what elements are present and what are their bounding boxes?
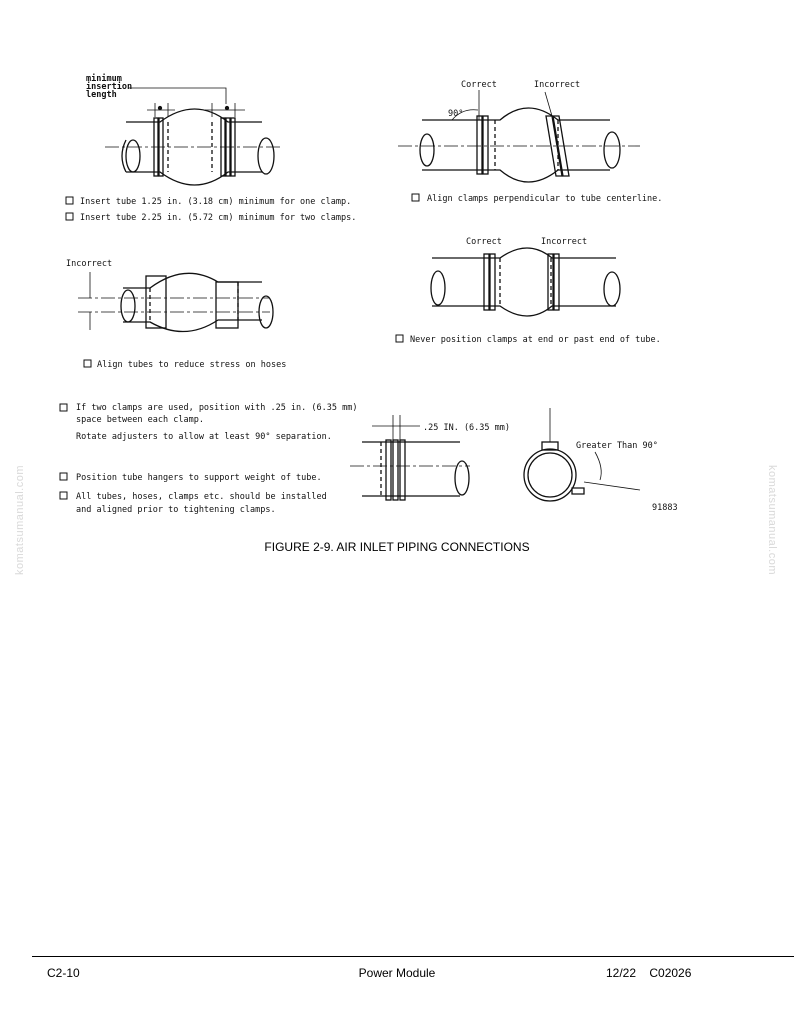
perpendicular-angle-label: 90°	[448, 109, 464, 119]
clamp-position-diagram	[431, 248, 620, 316]
alignment-incorrect-label: Incorrect	[66, 259, 113, 269]
figure-caption: FIGURE 2-9. AIR INLET PIPING CONNECTIONS	[264, 540, 530, 554]
footer-divider	[32, 956, 794, 957]
insertion-label-line2: insertion	[86, 82, 133, 92]
insertion-length-diagram	[105, 88, 280, 185]
note-one-clamp: Insert tube 1.25 in. (3.18 cm) minimum for one clamp.	[80, 197, 352, 207]
insertion-label-line1: minimum	[86, 74, 122, 84]
note-install-line1: All tubes, hoses, clamps etc. should be installed	[76, 492, 327, 502]
insertion-label-line3: length	[86, 90, 117, 100]
perpendicular-correct-label: Correct	[461, 80, 497, 90]
note-perpendicular: Align clamps perpendicular to tube centerline.	[427, 194, 663, 204]
note-tube-hangers: Position tube hangers to support weight of tube.	[76, 473, 322, 483]
footer-page-number: C2-10	[47, 966, 80, 980]
note-two-clamps-line3: Rotate adjusters to allow at least 90° separation.	[76, 432, 332, 442]
position-correct-label: Correct	[466, 237, 502, 247]
perpendicular-clamp-diagram	[398, 90, 640, 182]
adjuster-angle-diagram	[524, 408, 640, 501]
figure-number: 91883	[652, 503, 678, 513]
tube-alignment-diagram	[78, 272, 273, 332]
note-never-position: Never position clamps at end or past end of tube.	[410, 335, 661, 345]
note-two-clamps: Insert tube 2.25 in. (5.72 cm) minimum for two clamps.	[80, 213, 357, 223]
perpendicular-incorrect-label: Incorrect	[534, 80, 581, 90]
watermark-right: komatsumanual.com	[766, 465, 778, 575]
note-two-clamps-line1: If two clamps are used, position with .25 in. (6.35 mm)	[76, 403, 358, 413]
adjuster-angle-label: Greater Than 90°	[576, 441, 658, 451]
spacing-label: .25 IN. (6.35 mm)	[423, 423, 510, 433]
note-two-clamps-line2: space between each clamp.	[76, 415, 204, 425]
note-install-line2: and aligned prior to tightening clamps.	[76, 505, 276, 515]
note-align-tubes: Align tubes to reduce stress on hoses	[97, 360, 287, 370]
footer-revision: 12/22 C02026	[606, 966, 692, 980]
footer-title: Power Module	[358, 966, 436, 980]
position-incorrect-label: Incorrect	[541, 237, 588, 247]
watermark-left: komatsumanual.com	[14, 465, 26, 575]
